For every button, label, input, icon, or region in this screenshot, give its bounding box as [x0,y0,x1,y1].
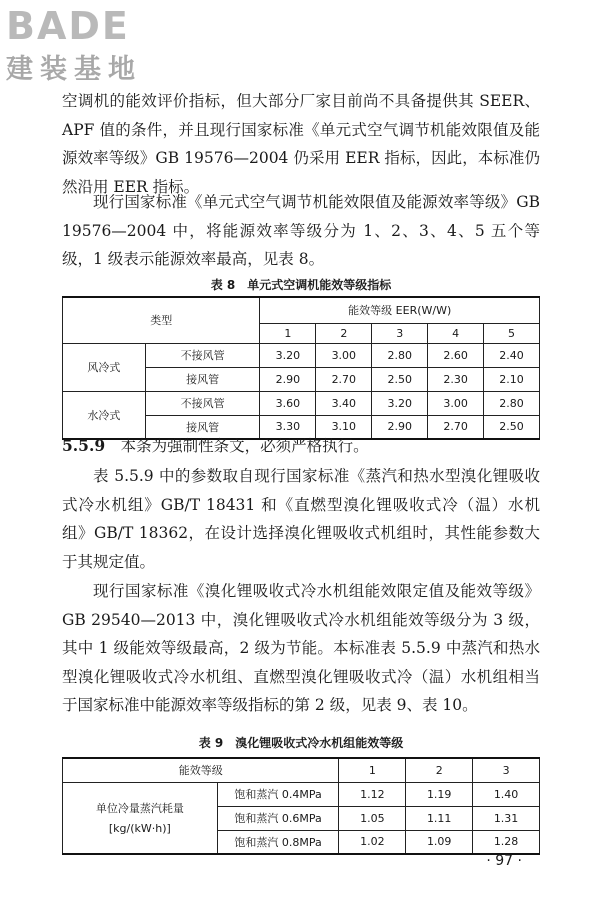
table-cell: 3.00 [428,391,484,415]
table-cell: 1.02 [339,830,406,854]
table-9-condition: 饱和蒸汽 0.6MPa [217,806,339,830]
paragraph-5: 现行国家标准《溴化锂吸收式冷水机组能效限定值及能效等级》GB 29540—2013 中，溴化锂吸收式冷水机组能效等级分为 3 级，其中 1 级能效等级最高，2 级为节能。本标准表 5.5.9 中蒸汽和热水型溴化锂吸收式冷水机组、直燃型溴化锂吸收式冷（温）水机组相当于国家标准中能源效率等级指标的第 2 级，见表 9、表 10。 [62,582,540,714]
table-9 [62,757,540,855]
table-cell: 3.20 [372,391,428,415]
table-cell: 2.80 [372,343,428,367]
table-8 [62,296,540,440]
table-cell: 3.00 [316,343,372,367]
paragraph-1: 空调机的能效评价指标，但大部分厂家目前尚不具备提供其 SEER、APF 值的条件，并且现行国家标准《单元式空气调节机能效限值及能源效率等级》GB 19576—2004 仍采用 EER 指标，因此，本标准仍然沿用 EER 指标。 [62,92,540,196]
table-8-row-label: 不接风管 [145,343,260,367]
table-cell: 2.70 [428,415,484,439]
logo-brand: BADE [6,4,130,48]
table-9-row-label-unit: [kg/(kW·h)] [108,822,171,836]
table-8-group: 风冷式 [63,343,146,391]
table-8-type-header: 类型 [63,297,260,343]
bade-logo [6,4,176,94]
table-cell: 2.70 [316,367,372,391]
table-cell: 2.90 [260,367,316,391]
table-cell: 2.90 [372,415,428,439]
clause-text: 本条为强制性条文，必须严格执行。 [120,437,369,455]
table-cell: 2.50 [484,415,540,439]
table-9-grade: 3 [473,758,540,782]
table-cell: 2.30 [428,367,484,391]
table-row [63,391,540,415]
table-9-grade: 2 [406,758,473,782]
table-cell: 1.09 [406,830,473,854]
table-cell: 1.11 [406,806,473,830]
table-row [63,343,540,367]
table-cell: 2.40 [484,343,540,367]
table-9-condition: 饱和蒸汽 0.8MPa [217,830,339,854]
logo-subtitle: 建装基地 [6,54,142,85]
table-8-row-label: 接风管 [145,367,260,391]
table-8-grade: 1 [260,323,316,343]
table-cell: 3.10 [316,415,372,439]
table-8-caption: 表 8 单元式空调机能效等级指标 [210,278,392,292]
table-cell: 3.60 [260,391,316,415]
table-cell: 1.19 [406,782,473,806]
table-cell: 1.28 [473,830,540,854]
table-9-row-label-line1: 单位冷量蒸汽耗量 [95,802,184,816]
clause-number: 5.5.9 [62,436,106,455]
page-number: · 97 · [486,853,522,869]
table-cell: 2.80 [484,391,540,415]
table-cell: 2.60 [428,343,484,367]
paragraph-4: 表 5.5.9 中的参数取自现行国家标准《蒸汽和热水型溴化锂吸收式冷水机组》GB/T 18431 和《直燃型溴化锂吸收式冷（温）水机组》GB/T 18362，在设计选择溴化锂吸收式机组时，其性能参数大于其规定值。 [62,467,540,571]
table-9-caption: 表 9 溴化锂吸收式冷水机组能效等级 [198,736,404,750]
table-cell: 1.05 [339,806,406,830]
table-9-condition: 饱和蒸汽 0.4MPa [217,782,339,806]
table-8-group: 水冷式 [63,391,146,439]
table-9-grade-header: 能效等级 [63,758,339,782]
table-9-grade: 1 [339,758,406,782]
table-8-grade: 3 [372,323,428,343]
table-8-grade: 2 [316,323,372,343]
table-row [63,782,540,806]
table-cell: 1.12 [339,782,406,806]
table-cell: 3.20 [260,343,316,367]
table-9-row-label [63,782,218,854]
table-cell: 1.40 [473,782,540,806]
table-cell: 1.31 [473,806,540,830]
table-8-eer-header: 能效等级 EER(W/W) [260,297,540,323]
table-cell: 2.10 [484,367,540,391]
table-cell: 2.50 [372,367,428,391]
table-cell: 3.40 [316,391,372,415]
table-8-grade: 5 [484,323,540,343]
table-8-grade: 4 [428,323,484,343]
paragraph-2: 现行国家标准《单元式空气调节机能效限值及能源效率等级》GB 19576—2004 中，将能源效率等级分为 1、2、3、4、5 五个等级，1 级表示能源效率最高，见表 8。 [62,193,540,268]
table-8-row-label: 不接风管 [145,391,260,415]
clause-5-5-9 [62,432,540,461]
table-cell: 3.30 [260,415,316,439]
table-8-row-label: 接风管 [145,415,260,439]
